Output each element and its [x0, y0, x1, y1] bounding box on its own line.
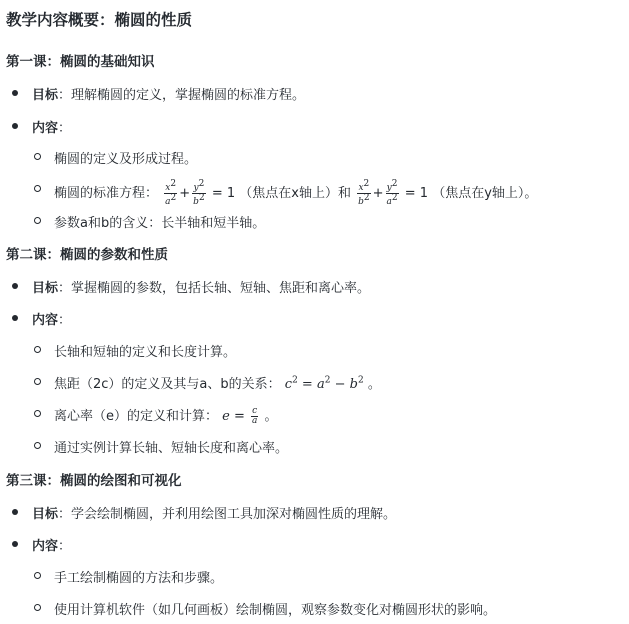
- bullet-icon: [12, 509, 18, 515]
- standard-equation-y: $\frac{x^2}{b^2}$ + $\frac{y^2}{a^2}$: [358, 179, 398, 207]
- circle-bullet-icon: [34, 410, 41, 417]
- goal-text: ：学会绘制椭圆，并利用绘图工具加深对椭圆性质的理解。: [58, 507, 397, 522]
- bullet-icon: [12, 541, 18, 547]
- circle-bullet-icon: [34, 217, 41, 224]
- lesson-3-heading: 第三课：椭圆的绘图和可视化: [6, 473, 182, 489]
- circle-bullet-icon: [34, 378, 41, 385]
- content-suffix: ：: [58, 121, 72, 136]
- goal-text: ：掌握椭圆的参数，包括长轴、短轴、焦距和离心率。: [58, 281, 371, 296]
- page-title: 教学内容概要：椭圆的性质: [6, 11, 193, 29]
- goal-label: 目标: [32, 281, 59, 296]
- circle-bullet-icon: [34, 346, 41, 353]
- item-text: 椭圆的标准方程：: [54, 186, 159, 201]
- bullet-icon: [12, 315, 18, 321]
- goal-label: 目标: [32, 507, 59, 522]
- bullet-icon: [12, 283, 18, 289]
- circle-bullet-icon: [34, 604, 41, 611]
- circle-bullet-icon: [34, 572, 41, 579]
- circle-bullet-icon: [34, 153, 41, 160]
- bullet-icon: [12, 90, 18, 96]
- goal-text: ：理解椭圆的定义，掌握椭圆的标准方程。: [58, 88, 306, 103]
- lesson-1-heading: 第一课：椭圆的基础知识: [6, 54, 155, 70]
- content-suffix: ：: [58, 539, 72, 554]
- content-suffix: ：: [58, 313, 72, 328]
- content-label: 内容: [32, 121, 59, 136]
- eccentricity-formula: e = $\frac{c}{a}$: [222, 406, 258, 426]
- circle-bullet-icon: [34, 185, 41, 192]
- circle-bullet-icon: [34, 442, 41, 449]
- content-label: 内容: [32, 539, 59, 554]
- lesson-2-heading: 第二课：椭圆的参数和性质: [6, 247, 168, 263]
- standard-equation-x: $\frac{x^2}{a^2}$ + $\frac{y^2}{b^2}$: [165, 179, 205, 207]
- focal-relation-formula: $c^2 = a^2 - b^2$: [284, 375, 364, 392]
- bullet-icon: [12, 123, 18, 129]
- goal-label: 目标: [32, 88, 59, 103]
- content-label: 内容: [32, 313, 59, 328]
